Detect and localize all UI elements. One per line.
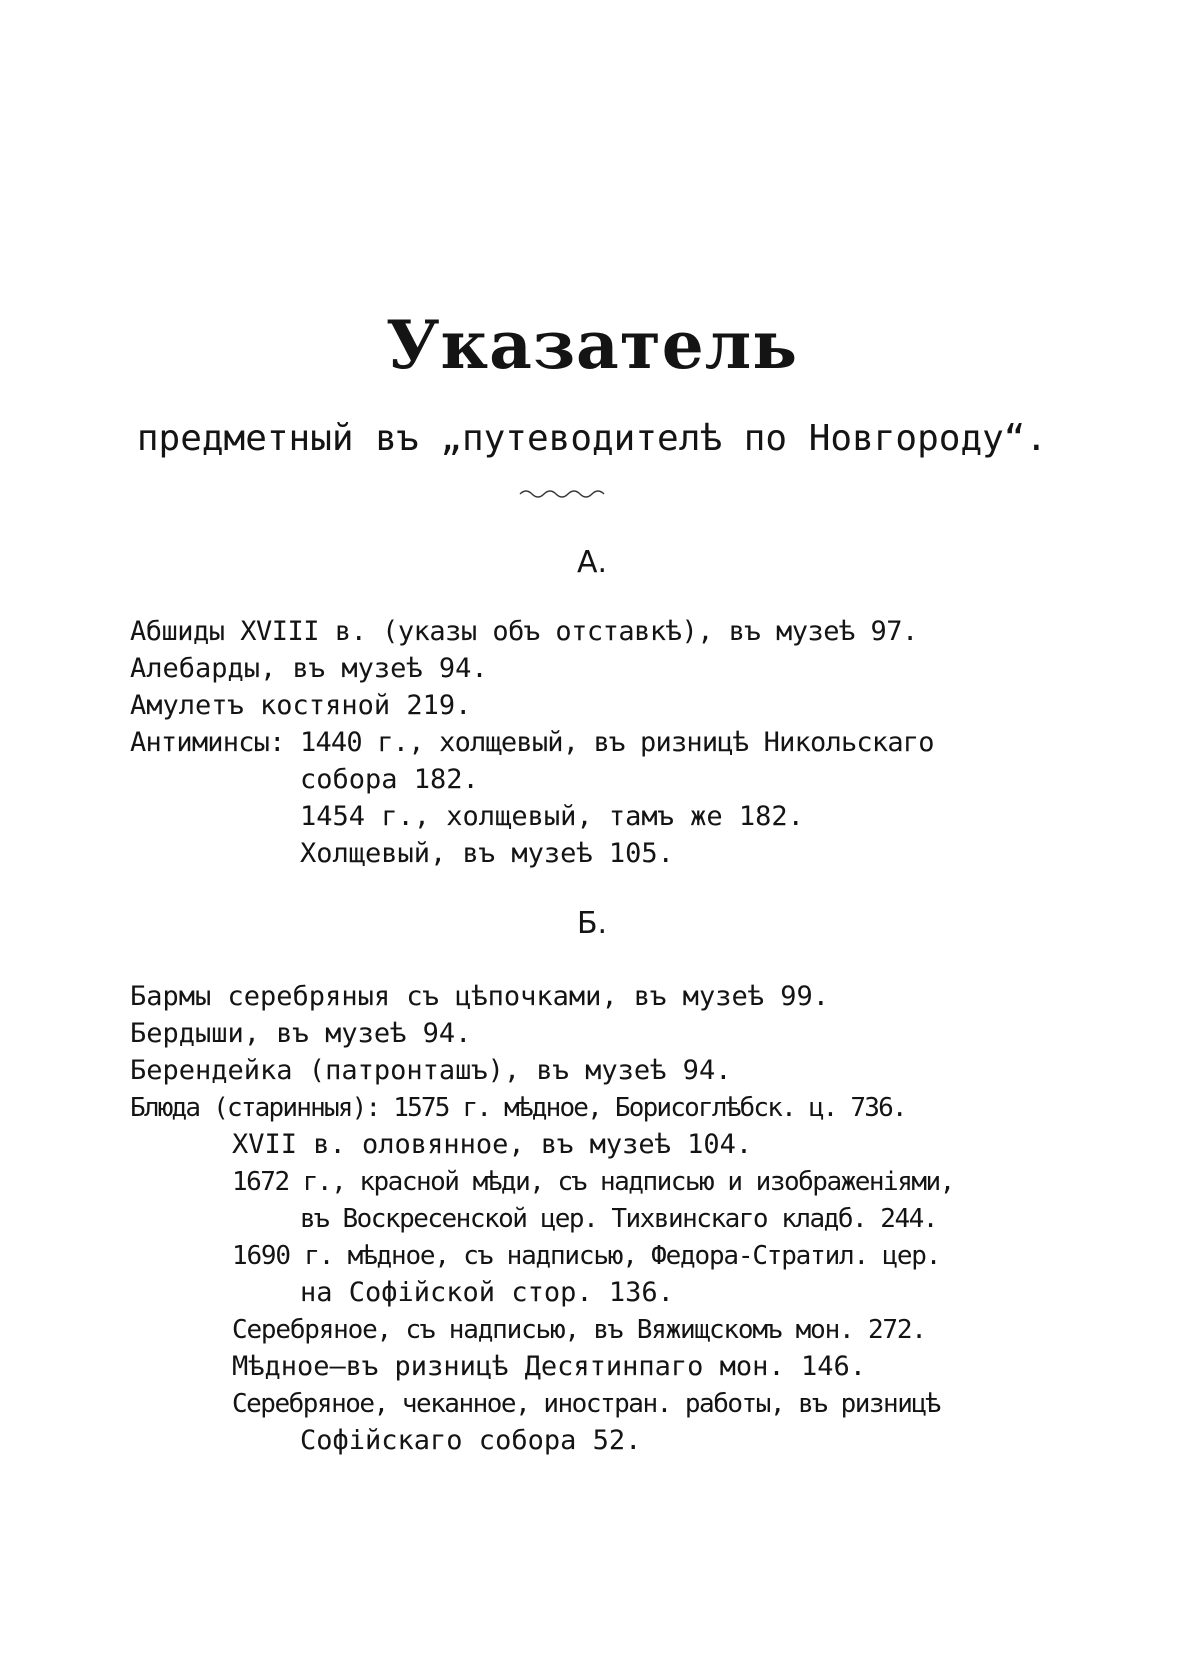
index-entry: Бармы серебряныя съ цѣпочками, въ музеѣ 99. (130, 981, 829, 1012)
index-entry-continuation: на Софійской стор. 136. (300, 1277, 674, 1308)
section-letter-b: Б. (576, 906, 608, 941)
index-entry: Алебарды, въ музеѣ 94. (130, 653, 488, 684)
index-subentry: Серебряное, чеканное, иностран. работы, въ ризницѣ (232, 1389, 940, 1419)
index-subentry: Мѣдное—въ ризницѣ Десятинпаго мон. 146. (232, 1351, 866, 1382)
index-entry-continuation: въ Воскресенской цер. Тихвинскаго кладб. 244. (300, 1204, 937, 1234)
index-entry: Берендейка (патронташъ), въ музеѣ 94. (130, 1055, 732, 1086)
page-subtitle: предметный въ „путеводителѣ по Новгороду“. (136, 418, 1048, 459)
index-subentry: 1690 г. мѣдное, съ надписью, Федора-Стратил. цер. (232, 1241, 941, 1271)
index-subentry: 1672 г., красной мѣди, съ надписью и изображеніями, (232, 1167, 954, 1197)
section-letter-a: А. (576, 545, 608, 580)
index-subentry: Серебряное, съ надписью, въ Вяжищскомъ мон. 272. (232, 1315, 926, 1345)
index-entry: Абшиды XVIII в. (указы объ отставкѣ), въ музеѣ 97. (130, 616, 918, 647)
index-subentry: XVII в. оловянное, въ музеѣ 104. (232, 1129, 753, 1160)
index-entry-continuation: Софійскаго собора 52. (300, 1425, 642, 1456)
index-entry: Бердыши, въ музеѣ 94. (130, 1018, 472, 1049)
index-subentry: Холщевый, въ музеѣ 105. (300, 838, 674, 869)
index-entry: Блюда (старинныя): 1575 г. мѣдное, Борисоглѣбск. ц. 736. (130, 1093, 906, 1123)
decorative-ornament (518, 484, 606, 502)
index-subentry: 1454 г., холщевый, тамъ же 182. (300, 801, 804, 832)
page-title: Указатель (385, 306, 799, 384)
index-entry: Амулетъ костяной 219. (130, 690, 472, 721)
index-entry: Антиминсы: 1440 г., холщевый, въ ризницѣ Никольскаго (130, 727, 934, 758)
index-entry-continuation: собора 182. (300, 764, 479, 795)
